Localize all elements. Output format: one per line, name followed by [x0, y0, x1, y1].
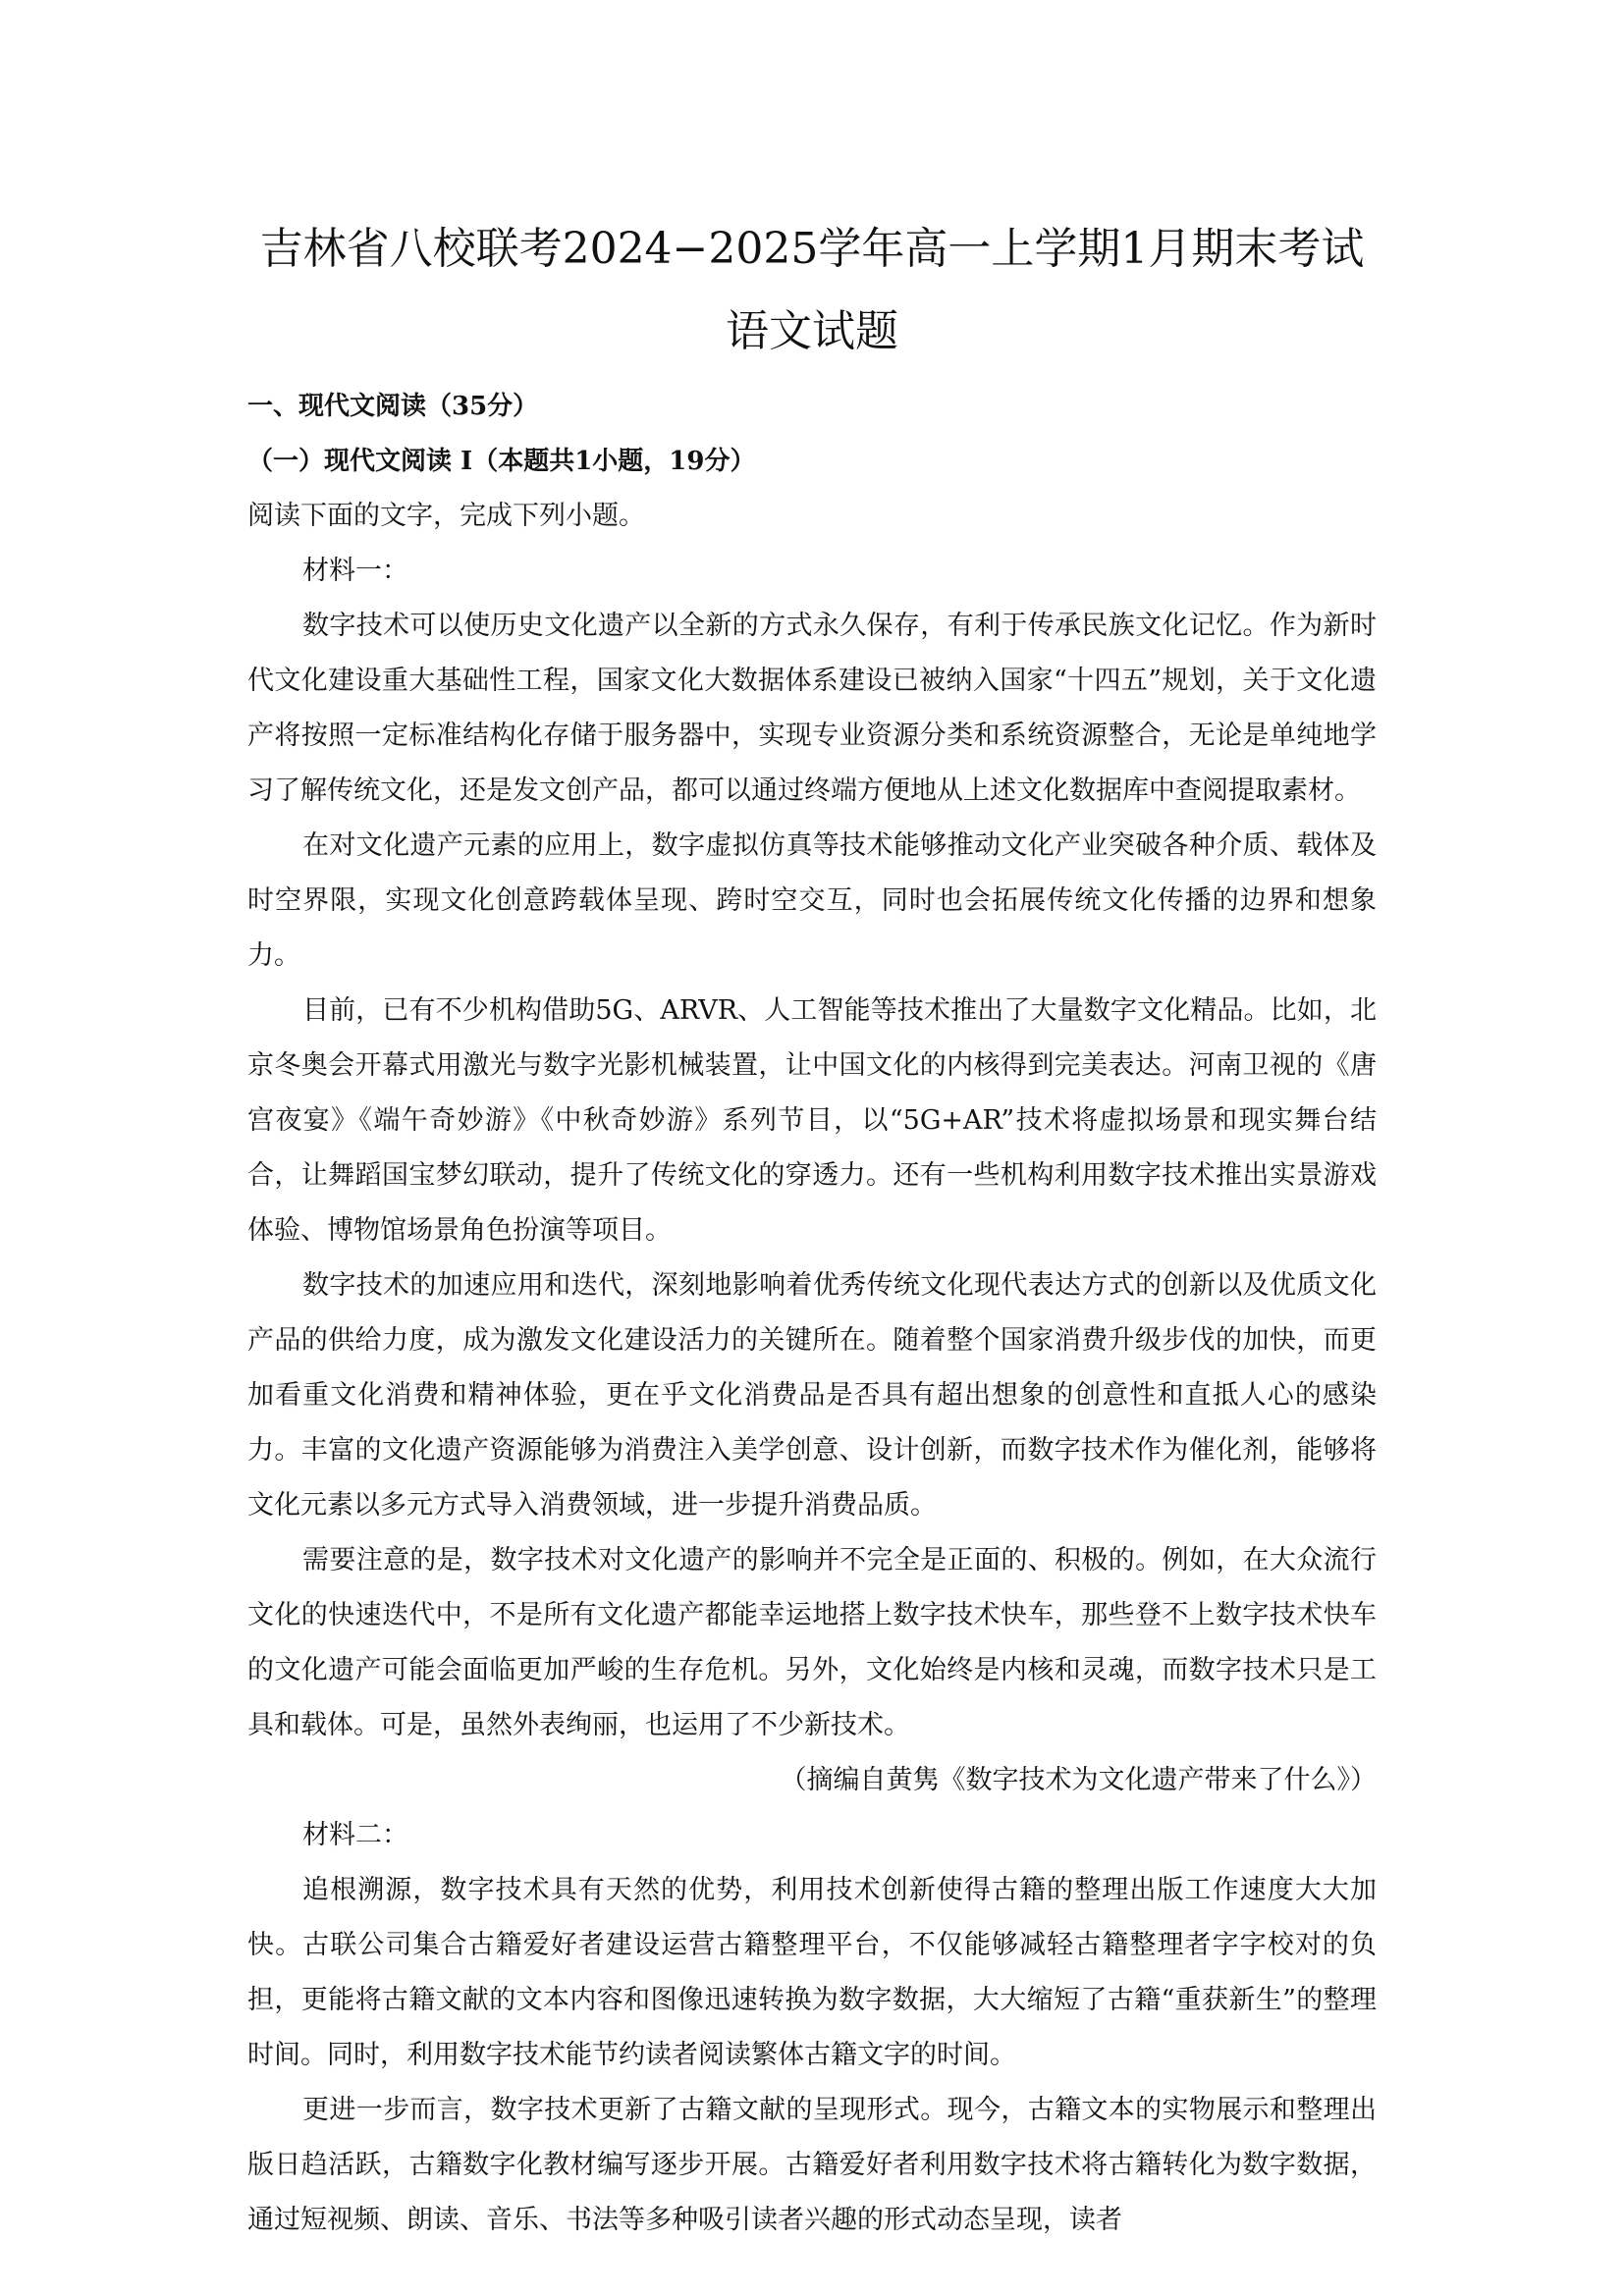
material-two-paragraph: 更进一步而言，数字技术更新了古籍文献的呈现形式。现今，古籍文本的实物展示和整理出版日趋活跃，古籍数字化教材编写逐步开展。古籍爱好者利用数字技术将古籍转化为数字数据，通过短视频、朗读、音乐、书法等多种吸引读者兴趣的形式动态呈现，读者: [247, 2095, 1377, 2235]
material-one-paragraph: 需要注意的是，数字技术对文化遗产的影响并不完全是正面的、积极的。例如，在大众流行文化的快速迭代中，不是所有文化遗产都能幸运地搭上数字技术快车，那些登不上数字技术快车的文化遗产可能会面临更加严峻的生存危机。另外，文化始终是内核和灵魂，而数字技术只是工具和载体。可是，虽然外表绚丽，也运用了不少新技术。: [247, 1545, 1377, 1740]
reading-instruction: 阅读下面的文字，完成下列小题。: [247, 501, 645, 531]
material-one-paragraph: 目前，已有不少机构借助5G、ARVR、人工智能等技术推出了大量数字文化精品。比如，北京冬奥会开幕式用激光与数字光影机械装置，让中国文化的内核得到完美表达。河南卫视的《唐宫夜宴》《端午奇妙游》《中秋奇妙游》系列节目，以“5G+AR”技术将虚拟场景和现实舞台结合，让舞蹈国宝梦幻联动，提升了传统文化的穿透力。还有一些机构利用数字技术推出实景游戏体验、博物馆场景角色扮演等项目。: [247, 995, 1377, 1246]
sub-heading: （一）现代文阅读 I（本题共1小题，19分）: [247, 447, 756, 476]
material-one-source: （摘编自黄隽《数字技术为文化遗产带来了什么》）: [780, 1765, 1377, 1795]
material-one-paragraph: 数字技术的加速应用和迭代，深刻地影响着优秀传统文化现代表达方式的创新以及优质文化产品的供给力度，成为激发文化建设活力的关键所在。随着整个国家消费升级步伐的加快，而更加看重文化消费和精神体验，更在乎文化消费品是否具有超出想象的创意性和直抵人心的感染力。丰富的文化遗产资源能够为消费注入美学创意、设计创新，而数字技术作为催化剂，能够将文化元素以多元方式导入消费领域，进一步提升消费品质。: [247, 1270, 1377, 1521]
material-one-paragraph: 数字技术可以使历史文化遗产以全新的方式永久保存，有利于传承民族文化记忆。作为新时代文化建设重大基础性工程，国家文化大数据体系建设已被纳入国家“十四五”规划，关于文化遗产将按照一定标准结构化存储于服务器中，实现专业资源分类和系统资源整合，无论是单纯地学习了解传统文化，还是发文创产品，都可以通过终端方便地从上述文化数据库中查阅提取素材。: [247, 611, 1377, 806]
material-one-label: 材料一：: [302, 556, 408, 586]
material-two-paragraph: 追根溯源，数字技术具有天然的优势，利用技术创新使得古籍的整理出版工作速度大大加快。古联公司集合古籍爱好者建设运营古籍整理平台，不仅能够减轻古籍整理者字字校对的负担，更能将古籍文献的文本内容和图像迅速转换为数字数据，大大缩短了古籍“重获新生”的整理时间。同时，利用数字技术能节约读者阅读繁体古籍文字的时间。: [247, 1875, 1377, 2070]
exam-page: [247, 208, 1377, 2248]
material-one-paragraph: 在对文化遗产元素的应用上，数字虚拟仿真等技术能够推动文化产业突破各种介质、载体及时空界限，实现文化创意跨载体呈现、跨时空交互，同时也会拓展传统文化传播的边界和想象力。: [247, 830, 1377, 971]
section-heading: 一、现代文阅读（35分）: [247, 392, 539, 421]
material-two-label: 材料二：: [302, 1820, 408, 1850]
exam-title: 吉林省八校联考2024−2025学年高一上学期1月期末考试语文试题: [259, 224, 1365, 356]
